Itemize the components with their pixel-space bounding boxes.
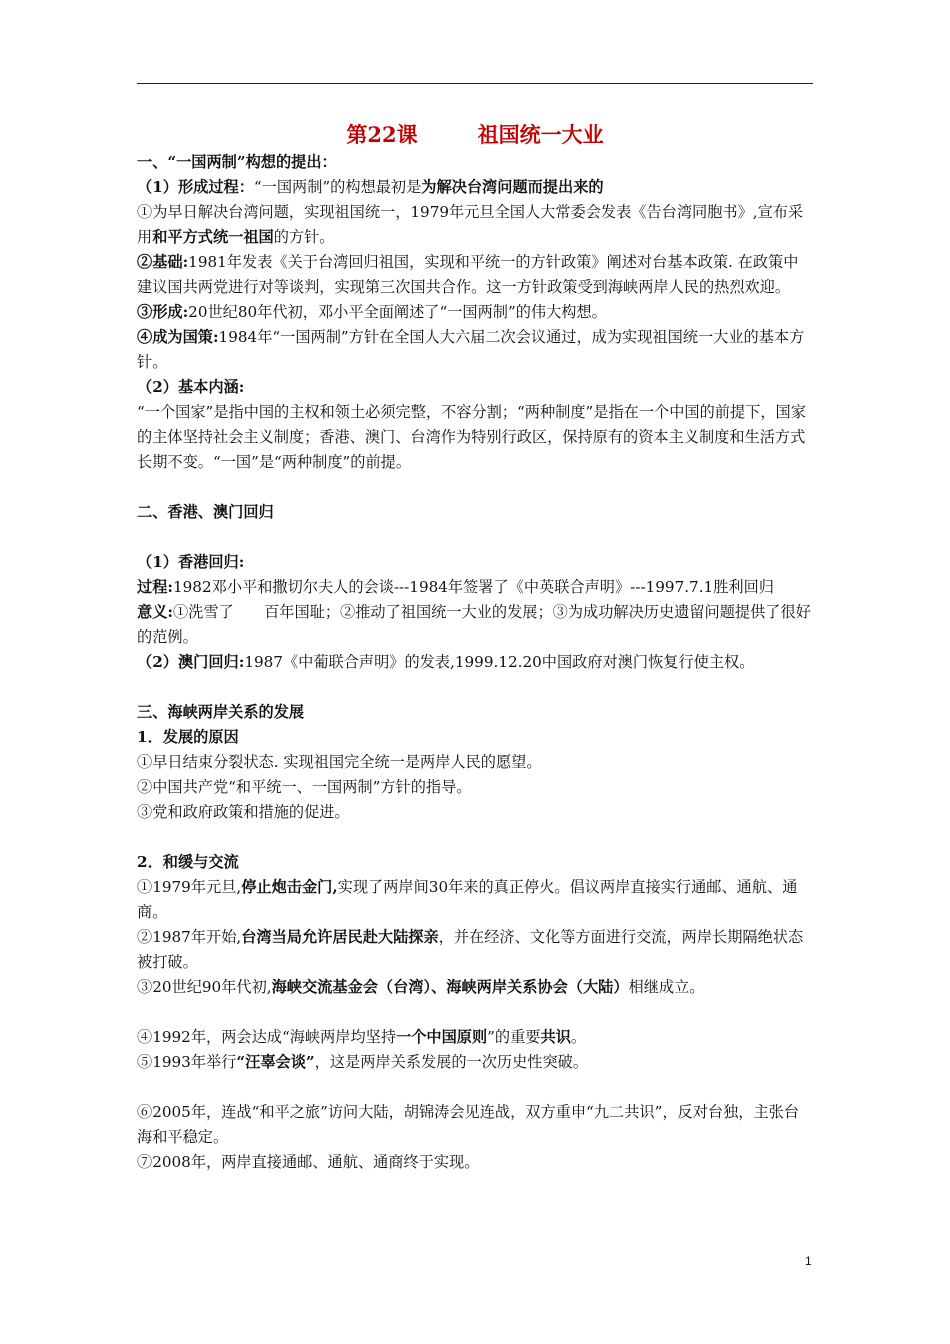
s3-reason-3: ③党和政府政策和措施的促进。 — [137, 803, 350, 821]
s3-event-7: ⑦2008年，两岸直接通邮、通航、通商终于实现。 — [137, 1153, 480, 1171]
section-3-heading: 三、海峡两岸关系的发展 — [137, 703, 305, 721]
s3-event-1: ①1979年元旦,停止炮击金门,实现了两岸间30年来的真正停火。倡议两岸直接实行通邮、通航、通商。 — [137, 878, 798, 921]
s3-reason-2: ②中国共产党“和平统一、一国两制”方针的指导。 — [137, 778, 472, 796]
header-rule — [137, 83, 813, 84]
lesson-number: 第22课 — [346, 122, 418, 147]
s1-item-4: ④成为国策:1984年“一国两制”方针在全国人大六届二次会议通过，成为实现祖国统一大业的基本方针。 — [137, 328, 805, 371]
s3-sub-1: 1．发展的原因 — [137, 728, 239, 746]
page-title — [137, 120, 813, 150]
s1-item-1: ①为早日解决台湾问题，实现祖国统一，1979年元旦全国人大常委会发表《告台湾同胞书》,宣布采用和平方式统一祖国的方针。 — [137, 203, 804, 246]
s3-sub-2: 2．和缓与交流 — [137, 853, 239, 871]
s3-reason-1: ①早日结束分裂状态. 实现祖国完全统一是两岸人民的愿望。 — [137, 753, 542, 771]
s3-event-6: ⑥2005年，连战“和平之旅”访问大陆，胡锦涛会见连战，双方重申“九二共识”，反对台独，主张台海和平稳定。 — [137, 1103, 800, 1146]
document-body — [137, 120, 813, 1175]
lesson-name: 祖国统一大业 — [477, 122, 604, 147]
s1-point-2-label: （2）基本内涵: — [137, 378, 245, 396]
s3-event-4: ④1992年，两会达成“海峡两岸均坚持一个中国原则”的重要共识。 — [137, 1028, 587, 1046]
s3-event-5: ⑤1993年举行“汪辜会谈”，这是两岸关系发展的一次历史性突破。 — [137, 1053, 589, 1071]
s2-macau: （2）澳门回归:1987《中葡联合声明》的发表,1999.12.20中国政府对澳门恢复行使主权。 — [137, 653, 755, 671]
s2-hk-label: （1）香港回归: — [137, 553, 245, 571]
s2-meaning: 意义:①洗雪了 百年国耻；②推动了祖国统一大业的发展；③为成功解决历史遗留问题提供了很好的范例。 — [137, 603, 811, 646]
section-2-heading: 二、香港、澳门回归 — [137, 503, 274, 521]
s3-event-3: ③20世纪90年代初,海峡交流基金会（台湾）、海峡两岸关系协会（大陆）相继成立。 — [137, 978, 705, 996]
page-number: 1 — [805, 1254, 812, 1268]
s1-item-2: ②基础:1981年发表《关于台湾回归祖国，实现和平统一的方针政策》阐述对台基本政策. 在政策中建议国共两党进行对等谈判，实现第三次国共合作。这一方针政策受到海峡两岸人民的热烈欢迎。 — [137, 253, 799, 296]
section-1-heading: 一、“一国两制”构想的提出： — [137, 153, 337, 171]
s1-item-3: ③形成:20世纪80年代初，邓小平全面阐述了“一国两制”的伟大构想。 — [137, 303, 607, 321]
s1-point-1: （1）形成过程：“一国两制”的构想最初是为解决台湾问题而提出来的 — [137, 178, 604, 196]
s1-point-2-text: “一个国家”是指中国的主权和领土必须完整，不容分割；“两种制度”是指在一个中国的前提下，国家的主体坚持社会主义制度；香港、澳门、台湾作为特别行政区，保持原有的资本主义制度和生活方式长期不变。“一国”是“两种制度”的前提。 — [137, 403, 806, 471]
s2-process: 过程:1982邓小平和撒切尔夫人的会谈---1984年签署了《中英联合声明》---1997.7.1胜利回归 — [137, 578, 774, 596]
s3-event-2: ②1987年开始,台湾当局允许居民赴大陆探亲，并在经济、文化等方面进行交流，两岸长期隔绝状态被打破。 — [137, 928, 804, 971]
